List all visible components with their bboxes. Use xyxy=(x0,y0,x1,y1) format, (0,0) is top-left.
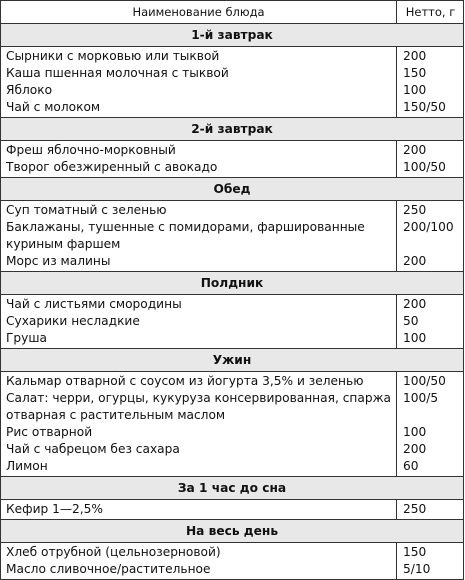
dish-names-cell xyxy=(1,47,397,118)
dish-weights-cell xyxy=(397,372,464,477)
dish-name: Суп томатный с зеленью xyxy=(6,203,167,217)
dish-weights-cell xyxy=(397,141,464,178)
dish-weight: 50 xyxy=(403,314,419,328)
section-header-row xyxy=(1,520,464,543)
dish-weight: 100 xyxy=(403,331,427,345)
section-items-row xyxy=(1,372,464,477)
weight-spacer xyxy=(403,236,458,253)
dish-names-cell xyxy=(1,141,397,178)
dish-weights-cell xyxy=(397,543,464,580)
dish-weights-cell xyxy=(397,201,464,272)
dish-weight: 100 xyxy=(403,83,427,97)
dish-names-cell xyxy=(1,372,397,477)
dish-name: Чай с молоком xyxy=(6,100,101,114)
section-header-row xyxy=(1,118,464,141)
section-title: 2-й завтрак xyxy=(1,118,464,141)
header-net-weight: Нетто, г xyxy=(397,1,464,24)
dish-weight: 100/50 xyxy=(403,160,446,174)
header-dish-name: Наименование блюда xyxy=(1,1,397,24)
dish-name: Чай с чабрецом без сахара xyxy=(6,442,180,456)
dish-name: Салат: черри, огурцы, кукуруза консервированная, спаржа отварная с растительным маслом xyxy=(6,391,392,422)
dish-weight: 250 xyxy=(403,502,427,516)
dish-name: Чай с листьями смородины xyxy=(6,297,182,311)
section-items-row xyxy=(1,47,464,118)
menu-table-body xyxy=(1,1,464,580)
dish-weight: 100/5 xyxy=(403,391,439,405)
dish-name: Баклажаны, тушенные с помидорами, фаршированные куриным фаршем xyxy=(6,220,365,251)
dish-name: Рис отварной xyxy=(6,425,93,439)
dish-name: Кальмар отварной с соусом из йогурта 3,5% и зеленью xyxy=(6,374,364,388)
dish-weight: 200 xyxy=(403,297,427,311)
dish-name: Сухарики несладкие xyxy=(6,314,140,328)
dish-name: Сырники с морковью или тыквой xyxy=(6,49,220,63)
section-items-row xyxy=(1,141,464,178)
section-items-row xyxy=(1,295,464,349)
section-items-row xyxy=(1,500,464,520)
dish-name: Каша пшенная молочная с тыквой xyxy=(6,66,229,80)
section-title: Полдник xyxy=(1,272,464,295)
section-header-row xyxy=(1,24,464,47)
section-header-row xyxy=(1,272,464,295)
section-title: Ужин xyxy=(1,349,464,372)
dish-weight: 150 xyxy=(403,66,427,80)
section-items-row xyxy=(1,201,464,272)
dish-weights-cell xyxy=(397,47,464,118)
dish-names-cell xyxy=(1,500,397,520)
dish-name: Яблоко xyxy=(6,83,53,97)
section-title: За 1 час до сна xyxy=(1,477,464,500)
dish-weight: 100/50 xyxy=(403,374,446,388)
dish-name: Груша xyxy=(6,331,48,345)
dish-names-cell xyxy=(1,201,397,272)
dish-weights-cell xyxy=(397,500,464,520)
dish-weight: 150/50 xyxy=(403,100,446,114)
dish-name: Масло сливочное/растительное xyxy=(6,562,211,576)
dish-names-cell xyxy=(1,295,397,349)
dish-weight: 250 xyxy=(403,203,427,217)
dish-weight: 200 xyxy=(403,143,427,157)
dish-names-cell xyxy=(1,543,397,580)
dish-weight: 60 xyxy=(403,459,419,473)
section-title: На весь день xyxy=(1,520,464,543)
dish-name: Лимон xyxy=(6,459,48,473)
dish-name: Фреш яблочно-морковный xyxy=(6,143,176,157)
dish-weight: 200 xyxy=(403,254,427,268)
dish-weight: 200 xyxy=(403,442,427,456)
dish-weight: 200 xyxy=(403,49,427,63)
section-header-row xyxy=(1,349,464,372)
dish-weights-cell xyxy=(397,295,464,349)
dish-name: Кефир 1—2,5% xyxy=(6,502,104,516)
section-title: 1-й завтрак xyxy=(1,24,464,47)
section-header-row xyxy=(1,477,464,500)
dish-weight: 200/100 xyxy=(403,220,454,234)
dish-name: Хлеб отрубной (цельнозерновой) xyxy=(6,545,221,559)
dish-weight: 5/10 xyxy=(403,562,431,576)
weight-spacer xyxy=(403,407,458,424)
section-items-row xyxy=(1,543,464,580)
dish-name: Творог обезжиренный с авокадо xyxy=(6,160,218,174)
dish-name: Морс из малины xyxy=(6,254,111,268)
section-title: Обед xyxy=(1,178,464,201)
section-header-row xyxy=(1,178,464,201)
table-header-row xyxy=(1,1,464,24)
dish-weight: 150 xyxy=(403,545,427,559)
dish-weight: 100 xyxy=(403,425,427,439)
